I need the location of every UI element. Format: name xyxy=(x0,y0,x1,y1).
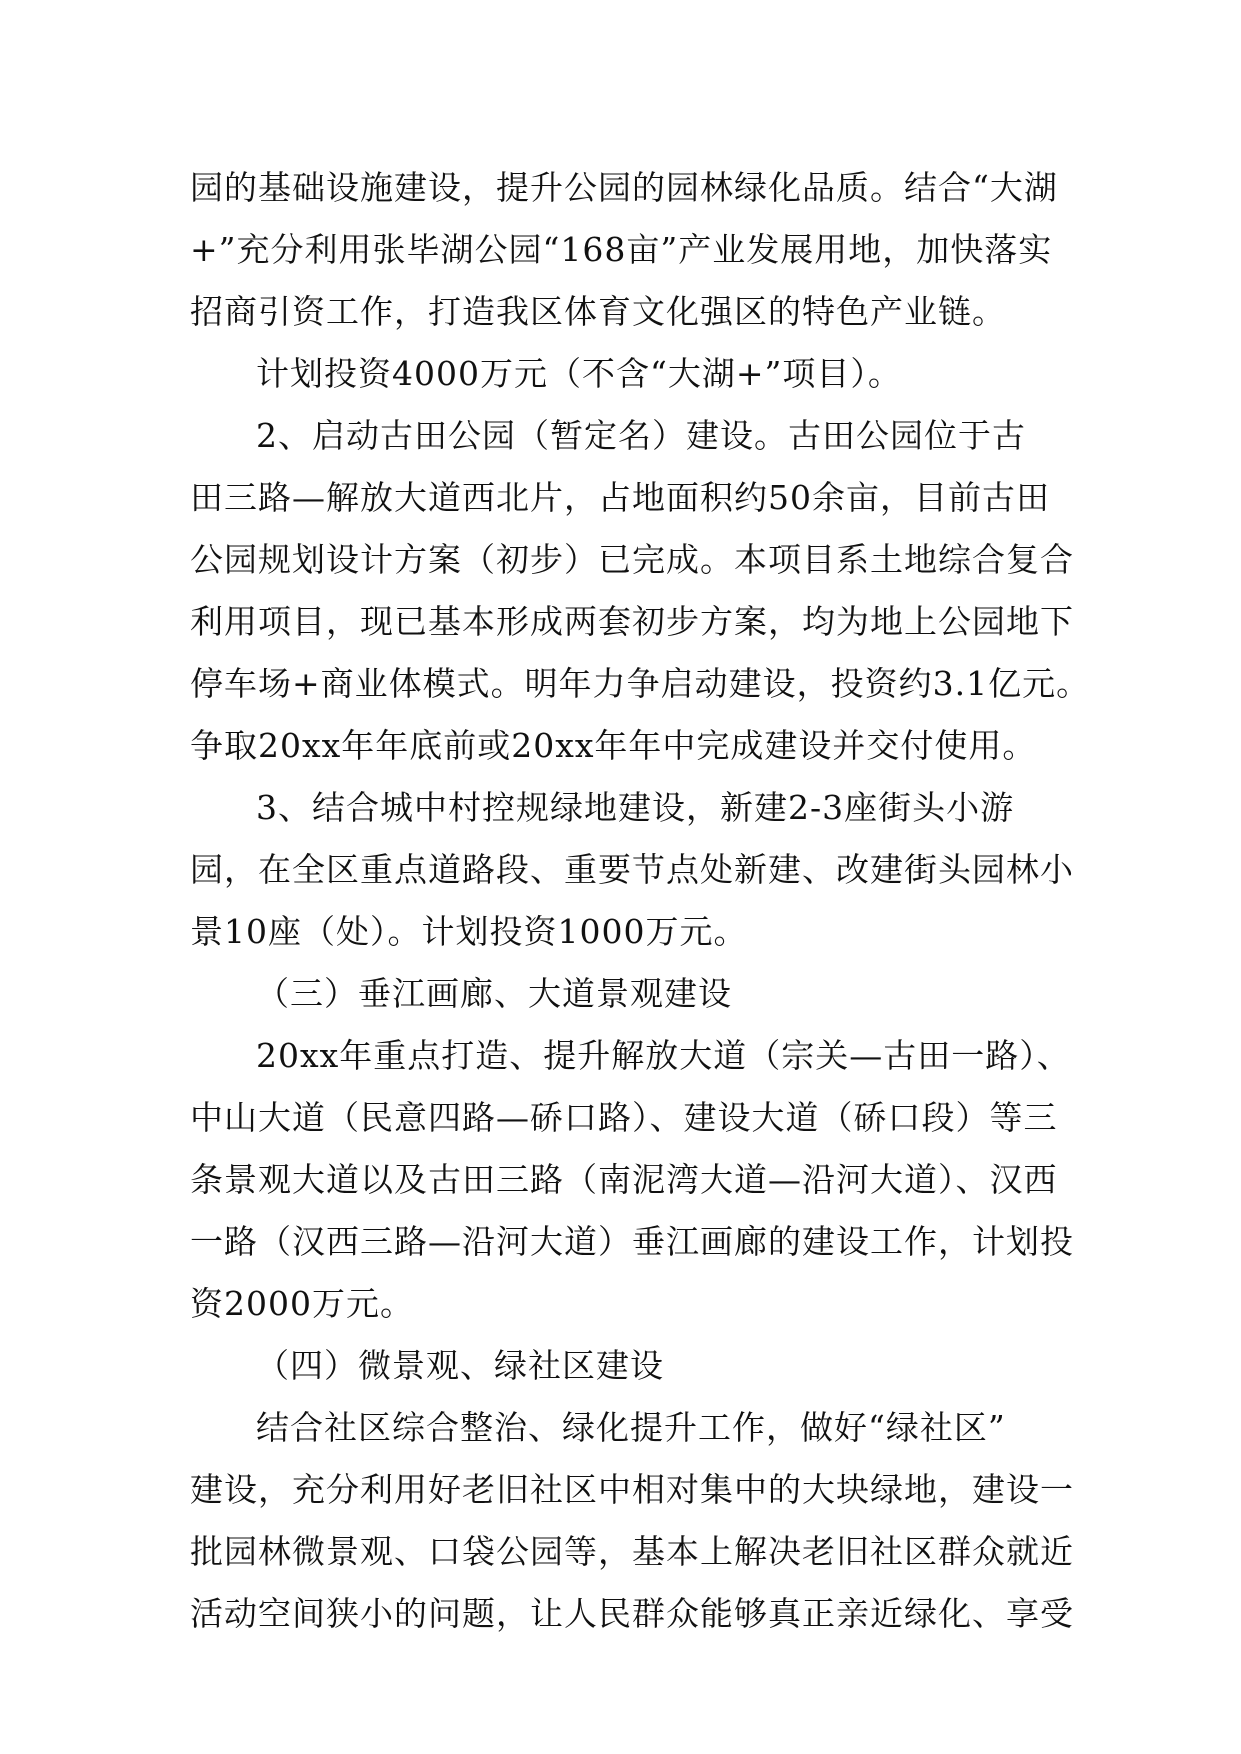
text-line: 条景观大道以及古田三路（南泥湾大道—沿河大道）、汉西 xyxy=(190,1160,1058,1199)
text-line: 争取20xx年年底前或20xx年年中完成建设并交付使用。 xyxy=(190,726,1037,765)
document-body xyxy=(190,157,1091,1645)
text-line: 园，在全区重点道路段、重要节点处新建、改建街头园林小 xyxy=(190,850,1074,889)
heading-text: （三）垂江画廊、大道景观建设 xyxy=(256,974,732,1013)
text-line: 20xx年重点打造、提升解放大道（宗关—古田一路）、 xyxy=(256,1036,1071,1075)
text-line: 结合社区综合整治、绿化提升工作，做好“绿社区” xyxy=(256,1408,1006,1447)
section-heading-riverside-gallery xyxy=(190,963,1070,1025)
paragraph-green-community xyxy=(190,1397,1074,1645)
text-line: 2、启动古田公园（暂定名）建设。古田公园位于古 xyxy=(256,416,1026,455)
text-line: 田三路—解放大道西北片，占地面积约50余亩，目前古田 xyxy=(190,478,1050,517)
paragraph-avenue-landscape xyxy=(190,1025,1074,1335)
text-line: 招商引资工作，打造我区体育文化强区的特色产业链。 xyxy=(190,292,1006,331)
text-line: 景10座（处）。计划投资1000万元。 xyxy=(190,912,748,951)
section-heading-micro-landscape xyxy=(190,1335,1070,1397)
text-line: 资2000万元。 xyxy=(190,1284,414,1323)
heading-text: （四）微景观、绿社区建设 xyxy=(256,1346,664,1385)
paragraph-street-gardens xyxy=(190,777,1074,963)
text-line: +”充分利用张毕湖公园“168亩”产业发展用地，加快落实 xyxy=(190,230,1053,269)
paragraph-park-infrastructure xyxy=(190,157,1070,343)
text-line: 计划投资4000万元（不含“大湖+”项目）。 xyxy=(256,354,902,393)
text-line: 一路（汉西三路—沿河大道）垂江画廊的建设工作，计划投 xyxy=(190,1222,1074,1261)
text-line: 建设，充分利用好老旧社区中相对集中的大块绿地，建设一 xyxy=(190,1470,1074,1509)
text-line: 利用项目，现已基本形成两套初步方案，均为地上公园地下 xyxy=(190,602,1074,641)
text-line: 活动空间狭小的问题，让人民群众能够真正亲近绿化、享受 xyxy=(190,1594,1074,1633)
paragraph-investment-plan xyxy=(190,343,1070,405)
text-line: 公园规划设计方案（初步）已完成。本项目系土地综合复合 xyxy=(190,540,1074,579)
text-line: 3、结合城中村控规绿地建设，新建2-3座街头小游 xyxy=(256,788,1015,827)
paragraph-gutian-park xyxy=(190,405,1091,777)
text-line: 批园林微景观、口袋公园等，基本上解决老旧社区群众就近 xyxy=(190,1532,1074,1571)
text-line: 中山大道（民意四路—硚口路）、建设大道（硚口段）等三 xyxy=(190,1098,1058,1137)
text-line: 园的基础设施建设，提升公园的园林绿化品质。结合“大湖 xyxy=(190,168,1058,207)
text-line: 停车场+商业体模式。明年力争启动建设，投资约3.1亿元。 xyxy=(190,664,1091,703)
